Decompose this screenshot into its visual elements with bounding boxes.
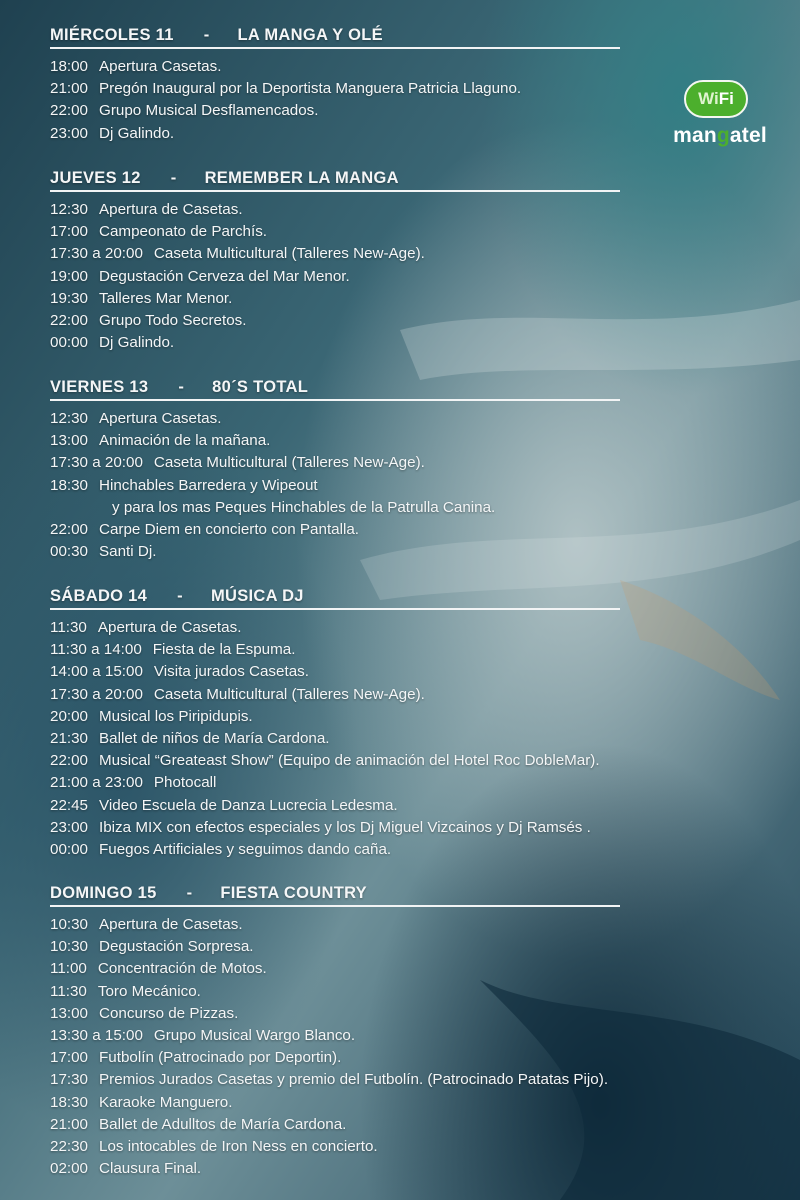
event-description: Ibiza MIX con efectos especiales y los Dj Miguel Vizcainos y Dj Ramsés . (99, 818, 591, 836)
event-description: Grupo Todo Secretos. (99, 312, 247, 330)
day-name: MIÉRCOLES 11 (50, 26, 174, 44)
event-item (50, 617, 800, 639)
event-description: Fuegos Artificiales y seguimos dando caña. (99, 841, 392, 859)
day-section-jueves (50, 169, 620, 354)
event-item (50, 706, 800, 728)
event-description: Premios Jurados Casetas y premio del Futbolín. (Patrocinado Patatas Pijo). (99, 1071, 609, 1089)
event-time: 17:00 (50, 223, 89, 241)
event-time: 13:30 a 15:00 (50, 1027, 143, 1045)
event-time: 12:30 (50, 410, 89, 427)
event-description-continuation: y para los mas Peques Hinchables de la Patrulla Canina. (112, 498, 496, 516)
day-theme: LA MANGA Y OLÉ (237, 26, 383, 44)
day-theme: REMEMBER LA MANGA (204, 169, 399, 187)
event-item (50, 1025, 800, 1047)
event-time: 17:30 a 20:00 (50, 685, 143, 703)
event-time: 21:00 (50, 80, 89, 98)
day-header (50, 378, 620, 401)
day-name: SÁBADO 14 (50, 587, 148, 605)
event-item (50, 243, 800, 265)
event-description: Apertura Casetas. (99, 58, 222, 75)
event-description: Visita jurados Casetas. (153, 663, 309, 681)
mangatel-wifi-logo (648, 80, 788, 155)
event-item (50, 839, 800, 861)
event-item (50, 266, 800, 288)
event-description: Concentración de Motos. (97, 960, 267, 978)
event-time: 11:30 (50, 982, 87, 1000)
day-section-viernes (50, 378, 620, 563)
event-item (50, 1069, 800, 1091)
event-description: Apertura Casetas. (99, 410, 222, 427)
event-description: Karaoke Manguero. (99, 1093, 233, 1111)
event-time: 10:30 (50, 916, 89, 933)
event-description: Grupo Musical Desflamencados. (99, 102, 319, 120)
event-time: 22:00 (50, 102, 89, 120)
event-time: 02:00 (50, 1160, 89, 1178)
event-item (50, 221, 800, 243)
event-description: Caseta Multicultural (Talleres New-Age). (153, 245, 425, 263)
event-description: Apertura de Casetas. (97, 619, 242, 636)
event-description: Toro Mecánico. (97, 982, 201, 1000)
event-description: Musical los Piripidupis. (99, 707, 253, 725)
event-item (50, 1136, 800, 1158)
event-item (50, 430, 800, 452)
event-item (50, 1114, 800, 1136)
event-time: 22:00 (50, 752, 89, 770)
event-time: 13:00 (50, 1004, 89, 1022)
event-description: Hinchables Barredera y Wipeout (99, 476, 318, 494)
event-time: 17:00 (50, 1049, 89, 1067)
event-item (50, 56, 800, 78)
event-item (50, 475, 800, 519)
event-time: 17:30 a 20:00 (50, 245, 143, 263)
event-time: 21:00 (50, 1115, 89, 1133)
event-time: 21:00 a 23:00 (50, 774, 143, 792)
event-time: 23:00 (50, 818, 89, 836)
event-time: 12:30 (50, 201, 89, 218)
event-list (50, 408, 800, 563)
event-time: 18:30 (50, 476, 89, 494)
event-time: 11:30 a 14:00 (50, 641, 142, 659)
event-item (50, 1092, 800, 1114)
event-item (50, 1158, 800, 1180)
event-time: 18:00 (50, 58, 89, 75)
event-description: Clausura Final. (99, 1160, 202, 1178)
event-item (50, 958, 800, 980)
event-item (50, 1047, 800, 1069)
wifi-badge-text-wi: Wi (698, 89, 719, 108)
event-item (50, 936, 800, 958)
event-item (50, 408, 800, 430)
event-time: 21:30 (50, 730, 89, 748)
day-name: VIERNES 13 (50, 378, 149, 396)
event-time: 22:30 (50, 1138, 89, 1156)
event-item (50, 332, 800, 354)
event-description: Campeonato de Parchís. (99, 223, 268, 241)
event-description: Caseta Multicultural (Talleres New-Age). (153, 454, 425, 472)
event-time: 19:30 (50, 289, 89, 307)
header-separator: - (178, 378, 185, 396)
day-section-sabado (50, 587, 620, 861)
day-theme: MÚSICA DJ (210, 587, 304, 605)
event-description: Futbolín (Patrocinado por Deportin). (99, 1049, 342, 1067)
event-description: Talleres Mar Menor. (99, 289, 233, 307)
event-description: Carpe Diem en concierto con Pantalla. (99, 521, 360, 539)
event-item (50, 684, 800, 706)
event-list (50, 199, 800, 354)
day-header (50, 169, 620, 192)
event-item (50, 310, 800, 332)
brand-text-3: atel (729, 124, 767, 147)
event-description: Grupo Musical Wargo Blanco. (153, 1027, 356, 1045)
event-list (50, 914, 800, 1180)
event-description: Ballet de niños de María Cardona. (99, 730, 330, 748)
event-time: 22:00 (50, 312, 89, 330)
event-item (50, 519, 800, 541)
event-description: Ballet de Adulltos de María Cardona. (99, 1115, 347, 1133)
day-header (50, 26, 620, 49)
day-header (50, 587, 620, 610)
event-time: 00:30 (50, 543, 89, 561)
wifi-badge-text-fi: Fi (718, 89, 734, 108)
event-time: 20:00 (50, 707, 89, 725)
event-description: Dj Galindo. (99, 124, 175, 142)
event-description: Fiesta de la Espuma. (152, 641, 296, 659)
day-header (50, 884, 620, 907)
day-name: DOMINGO 15 (50, 884, 157, 902)
event-description: Apertura de Casetas. (99, 201, 243, 218)
event-description: Apertura de Casetas. (99, 916, 243, 933)
event-item (50, 750, 800, 772)
event-description: Photocall (153, 774, 217, 792)
wifi-badge-icon (684, 80, 748, 118)
event-time: 22:00 (50, 521, 89, 539)
event-item (50, 288, 800, 310)
event-item (50, 199, 800, 221)
event-description: Caseta Multicultural (Talleres New-Age). (153, 685, 425, 703)
event-item (50, 639, 800, 661)
header-separator: - (177, 587, 183, 605)
brand-text-2: g (716, 124, 730, 147)
event-time: 22:45 (50, 796, 89, 814)
mangatel-brand (654, 124, 786, 148)
event-item (50, 772, 800, 794)
day-section-domingo (50, 884, 620, 1180)
event-description: Los intocables de Iron Ness en concierto. (99, 1138, 378, 1156)
event-description: Dj Galindo. (99, 334, 175, 352)
event-description: Santi Dj. (99, 543, 157, 561)
event-time: 10:30 (50, 938, 89, 956)
event-item (50, 981, 800, 1003)
day-section-miercoles (50, 26, 620, 145)
event-time: 14:00 a 15:00 (50, 663, 143, 681)
brand-text-1: man (673, 124, 717, 147)
event-description: Video Escuela de Danza Lucrecia Ledesma. (99, 796, 398, 814)
event-time: 17:30 (50, 1071, 89, 1089)
event-time: 17:30 a 20:00 (50, 454, 143, 472)
event-item (50, 817, 800, 839)
event-time: 23:00 (50, 124, 89, 142)
event-description: Musical “Greateast Show” (Equipo de animación del Hotel Roc DobleMar). (99, 752, 600, 770)
event-time: 11:30 (50, 619, 87, 636)
event-item (50, 728, 800, 750)
event-description: Degustación Sorpresa. (99, 938, 254, 956)
event-description: Concurso de Pizzas. (99, 1004, 239, 1022)
event-item (50, 452, 800, 474)
event-item (50, 795, 800, 817)
day-theme: 80´S TOTAL (212, 378, 309, 396)
event-description: Animación de la mañana. (99, 432, 271, 450)
event-time: 00:00 (50, 841, 89, 859)
event-item (50, 1003, 800, 1025)
event-time: 11:00 (50, 960, 87, 978)
day-name: JUEVES 12 (50, 169, 141, 187)
event-description: Pregón Inaugural por la Deportista Manguera Patricia Llaguno. (99, 80, 522, 98)
event-description: Degustación Cerveza del Mar Menor. (99, 267, 350, 285)
day-theme: FIESTA COUNTRY (220, 884, 367, 902)
event-time: 13:00 (50, 432, 89, 450)
event-time: 19:00 (50, 267, 89, 285)
event-item (50, 661, 800, 683)
header-separator: - (203, 26, 210, 44)
event-time: 00:00 (50, 334, 89, 352)
header-separator: - (170, 169, 177, 187)
header-separator: - (186, 884, 193, 902)
event-item (50, 541, 800, 563)
event-item (50, 914, 800, 936)
event-time: 18:30 (50, 1093, 89, 1111)
event-list (50, 617, 800, 861)
